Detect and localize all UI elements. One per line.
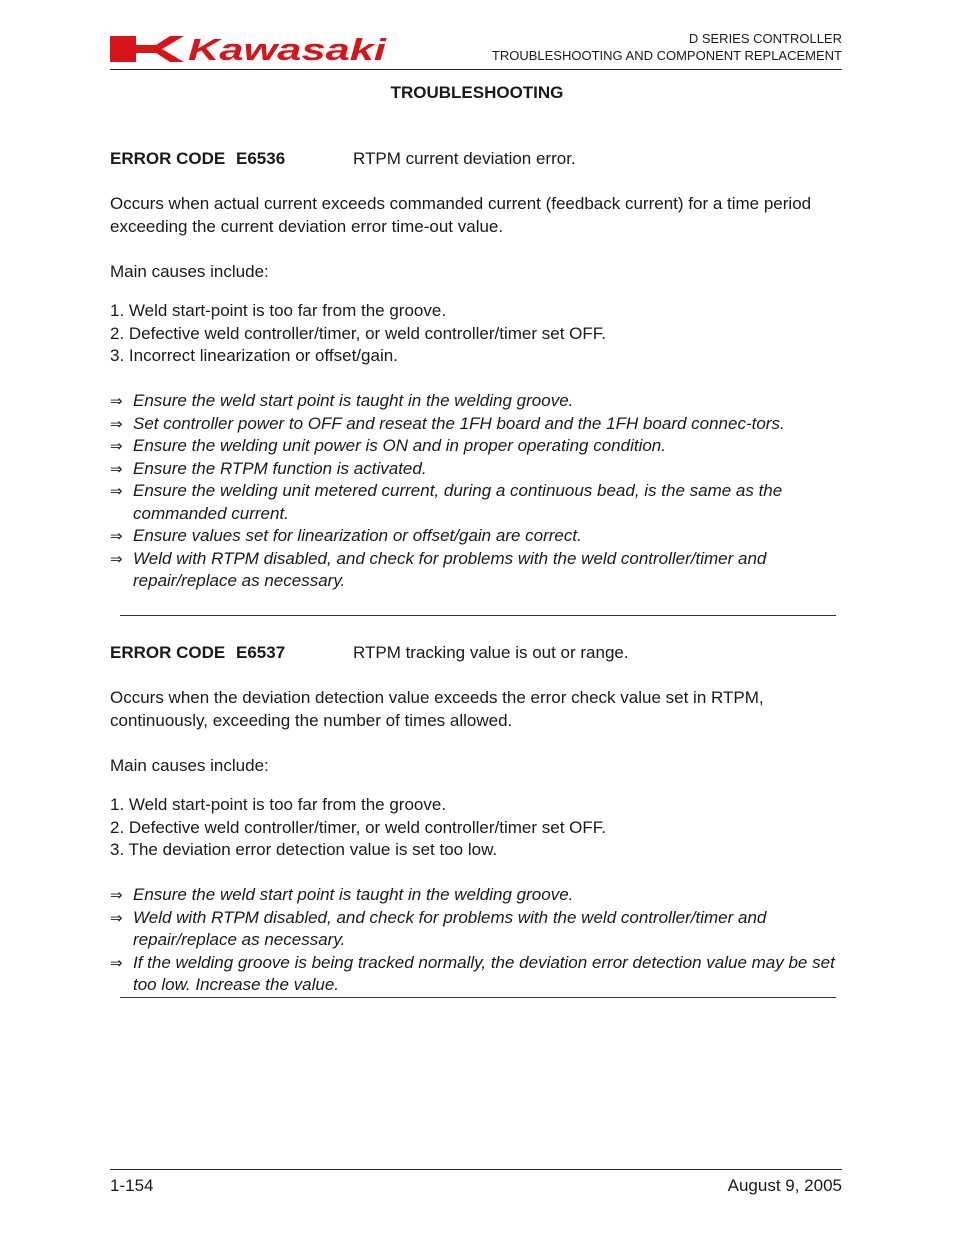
description-text: Occurs when the deviation detection value exceeds the error check value set in RTPM, continuously, exceeding the number of times allowed. [110, 688, 764, 730]
logo-wordmark: Kawasaki [188, 33, 388, 65]
action-item [110, 435, 840, 458]
arrow-icon: ⇒ [110, 549, 123, 568]
arrow-icon: ⇒ [110, 414, 123, 433]
arrow-icon: ⇒ [110, 527, 123, 545]
error-section-e6537 [110, 642, 840, 997]
arrow-icon: ⇒ [110, 886, 123, 904]
action-list [110, 390, 840, 593]
action-text: If the welding groove is being tracked normally, the deviation error detection value may be set too low. Increase the value. [133, 952, 835, 994]
action-text: Set controller power to OFF and reseat the 1FH board and the 1FH board connec-tors. [133, 413, 785, 433]
action-text: Weld with RTPM disabled, and check for problems with the weld controller/timer and repair/replace as necessary. [133, 907, 767, 949]
causes-heading: Main causes include: [110, 261, 269, 281]
header-line-2: TROUBLESHOOTING AND COMPONENT REPLACEMENT [491, 48, 842, 63]
error-description [110, 193, 840, 238]
footer-date: August 9, 2005 [727, 1176, 842, 1195]
arrow-icon: ⇒ [110, 392, 123, 410]
action-item [110, 884, 840, 907]
error-summary: RTPM tracking value is out or range. [353, 643, 629, 662]
page-title: TROUBLESHOOTING [390, 83, 564, 102]
action-item [110, 458, 840, 481]
action-item [110, 525, 840, 548]
arrow-icon: ⇒ [110, 953, 123, 972]
causes-heading: Main causes include: [110, 755, 269, 775]
action-item [110, 390, 840, 413]
cause-item: 3. Incorrect linearization or offset/gain. [110, 346, 398, 365]
arrow-icon: ⇒ [110, 908, 123, 927]
error-heading [110, 148, 840, 171]
cause-item: 2. Defective weld controller/timer, or weld controller/timer set OFF. [110, 817, 606, 837]
arrow-icon: ⇒ [110, 437, 123, 455]
description-text: Occurs when actual current exceeds commanded current (feedback current) for a time period exceeding the current deviation error time-out value. [110, 194, 812, 236]
error-label: ERROR CODE [110, 149, 226, 168]
error-label: ERROR CODE [110, 643, 226, 662]
cause-item: 1. Weld start-point is too far from the groove. [110, 795, 447, 814]
action-text: Ensure the weld start point is taught in the welding groove. [133, 885, 574, 904]
action-list [110, 884, 840, 997]
action-item [110, 907, 840, 952]
action-item [110, 952, 840, 997]
kawasaki-logo [110, 33, 390, 65]
action-text: Ensure the welding unit power is ON and in proper operating condition. [133, 436, 666, 455]
page-number: 1-154 [110, 1176, 154, 1195]
action-item [110, 480, 840, 525]
error-description [110, 687, 840, 732]
action-text: Ensure values set for linearization or offset/gain are correct. [133, 526, 582, 545]
header-line-1: D SERIES CONTROLLER [688, 31, 842, 46]
action-item [110, 548, 840, 593]
section-divider [120, 615, 836, 616]
action-text: Weld with RTPM disabled, and check for problems with the weld controller/timer and repair/replace as necessary. [133, 548, 767, 590]
action-text: Ensure the RTPM function is activated. [133, 458, 427, 478]
cause-item: 3. The deviation error detection value is set too low. [110, 840, 498, 859]
action-text: Ensure the weld start point is taught in the welding groove. [133, 391, 574, 410]
error-code: E6536 [236, 149, 286, 168]
arrow-icon: ⇒ [110, 459, 123, 478]
action-item [110, 413, 840, 436]
error-summary: RTPM current deviation error. [353, 149, 576, 168]
cause-item: 1. Weld start-point is too far from the groove. [110, 301, 447, 320]
section-divider [120, 997, 836, 998]
error-section-e6536 [110, 148, 840, 593]
cause-item: 2. Defective weld controller/timer, or weld controller/timer set OFF. [110, 323, 606, 343]
footer-rule [110, 1169, 842, 1170]
error-heading [110, 642, 840, 665]
header-rule [110, 69, 842, 70]
action-text: Ensure the welding unit metered current, during a continuous bead, is the same as the commanded current. [133, 481, 783, 523]
arrow-icon: ⇒ [110, 482, 123, 500]
error-code: E6537 [236, 643, 286, 662]
